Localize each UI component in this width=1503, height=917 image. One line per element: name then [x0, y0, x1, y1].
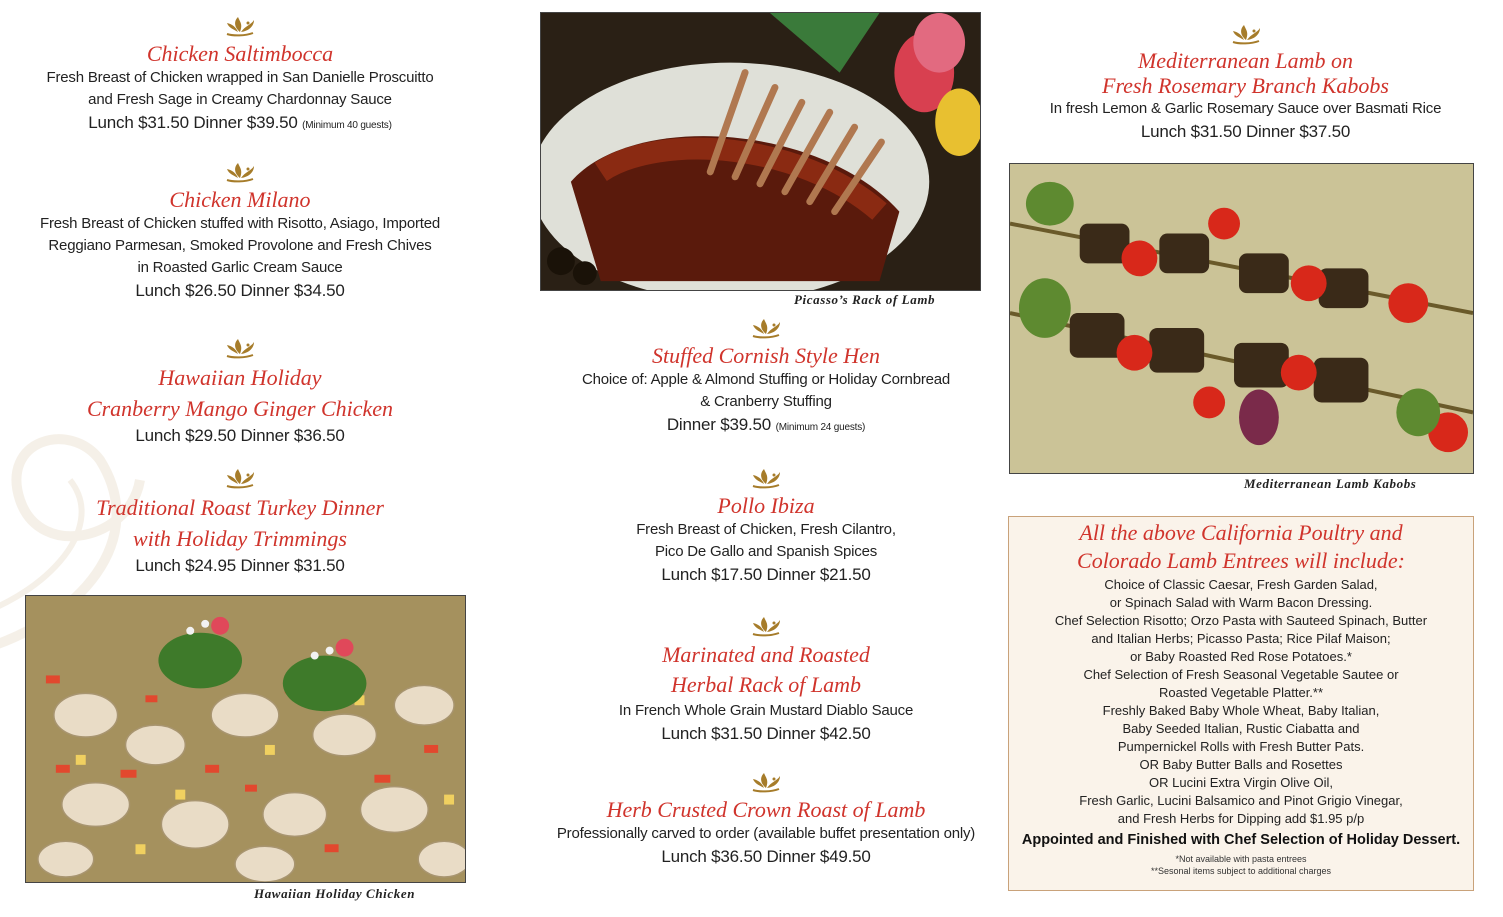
item-description: Fresh Breast of Chicken wrapped in San Danielle Proscuitto	[46, 69, 434, 86]
box-line: and Fresh Herbs for Dipping add $1.95 p/p	[1117, 811, 1365, 826]
menu-item-cornish-hen	[540, 316, 992, 440]
item-title: Hawaiian Holiday	[158, 365, 322, 390]
item-price: Lunch $29.50 Dinner $36.50	[135, 426, 345, 445]
item-title: Fresh Rosemary Branch Kabobs	[1102, 73, 1389, 98]
item-description: Professionally carved to order (available buffet presentation only)	[556, 825, 976, 842]
minimum-note: (Minimum 24 guests)	[775, 422, 866, 433]
box-title: All the above California Poultry and	[1079, 520, 1403, 545]
menu-item-chicken-milano	[20, 160, 460, 303]
item-title: Herb Crusted Crown Roast of Lamb	[606, 797, 926, 822]
box-line: and Italian Herbs; Picasso Pasta; Rice Pilaf Maison;	[1091, 631, 1391, 646]
item-price	[20, 111, 460, 138]
box-line: Fresh Garlic, Lucini Balsamico and Pinot Grigio Vinegar,	[1079, 793, 1403, 808]
fleuron-leaf-icon	[223, 160, 257, 186]
item-description: Fresh Breast of Chicken, Fresh Cilantro,	[636, 521, 896, 538]
fleuron-leaf-icon	[749, 316, 783, 342]
item-description: & Cranberry Stuffing	[700, 393, 832, 410]
item-title: Mediterranean Lamb on	[1137, 48, 1354, 73]
hawaiian-chicken-photo	[25, 595, 466, 883]
right-column	[1008, 0, 1483, 160]
fleuron-leaf-icon	[223, 466, 257, 492]
rack-of-lamb-caption: Picasso’s Rack of Lamb	[794, 292, 936, 307]
item-price: Lunch $31.50 Dinner $42.50	[661, 724, 871, 743]
minimum-note: (Minimum 40 guests)	[302, 120, 392, 131]
box-line: Pumpernickel Rolls with Fresh Butter Pats.	[1117, 739, 1365, 754]
box-line: Roasted Vegetable Platter.**	[1158, 685, 1324, 700]
box-title: Colorado Lamb Entrees will include:	[1077, 548, 1405, 573]
item-description: In fresh Lemon & Garlic Rosemary Sauce over Basmati Rice	[1049, 100, 1442, 117]
item-title: Pollo Ibiza	[717, 493, 815, 518]
fleuron-leaf-icon	[749, 614, 783, 640]
fleuron-leaf-icon	[223, 14, 257, 40]
box-line: or Baby Roasted Red Rose Potatoes.*	[1130, 649, 1352, 664]
item-description: in Roasted Garlic Cream Sauce	[137, 259, 343, 276]
middle-column	[540, 0, 992, 917]
item-title: Chicken Milano	[169, 187, 311, 212]
entree-includes-box	[1008, 516, 1474, 891]
menu-item-pollo-ibiza	[540, 466, 992, 587]
box-line: Choice of Classic Caesar, Fresh Garden Salad,	[1104, 577, 1378, 592]
menu-item-herbal-rack-of-lamb	[540, 614, 992, 746]
menu-item-chicken-saltimbocca	[20, 14, 460, 138]
item-title: with Holiday Trimmings	[133, 526, 347, 551]
price-text: Lunch $31.50 Dinner $39.50	[88, 113, 298, 132]
box-footnote: *Not available with pasta entrees	[1175, 854, 1307, 864]
fleuron-leaf-icon	[1229, 22, 1263, 48]
box-line: OR Baby Butter Balls and Rosettes	[1139, 757, 1343, 772]
box-line: Chef Selection of Fresh Seasonal Vegetable Sautee or	[1083, 667, 1399, 682]
box-line: OR Lucini Extra Virgin Olive Oil,	[1149, 775, 1333, 790]
lamb-kabobs-photo	[1009, 163, 1474, 474]
item-title: Marinated and Roasted	[662, 642, 870, 667]
menu-item-roast-turkey	[20, 466, 460, 578]
item-title: Cranberry Mango Ginger Chicken	[86, 396, 394, 421]
price-text: Dinner $39.50	[666, 415, 772, 434]
item-title: Chicken Saltimbocca	[146, 41, 334, 66]
box-dessert-line: Appointed and Finished with Chef Selection of Holiday Dessert.	[1021, 832, 1461, 848]
box-footnote: **Sesonal items subject to additional charges	[1150, 866, 1332, 876]
item-title: Herbal Rack of Lamb	[670, 672, 862, 697]
fleuron-leaf-icon	[749, 770, 783, 796]
menu-item-mediterranean-lamb	[1008, 22, 1483, 144]
item-title: Traditional Roast Turkey Dinner	[96, 495, 384, 520]
box-line: Chef Selection Risotto; Orzo Pasta with Sauteed Spinach, Butter	[1054, 613, 1428, 628]
item-price	[540, 413, 992, 440]
fleuron-leaf-icon	[749, 466, 783, 492]
item-price: Lunch $26.50 Dinner $34.50	[135, 281, 345, 300]
fleuron-leaf-icon	[223, 336, 257, 362]
item-description: and Fresh Sage in Creamy Chardonnay Sauce	[88, 91, 392, 108]
box-line: Freshly Baked Baby Whole Wheat, Baby Italian,	[1102, 703, 1380, 718]
hawaiian-chicken-caption: Hawaiian Holiday Chicken	[254, 886, 416, 901]
item-title: Stuffed Cornish Style Hen	[652, 343, 880, 368]
item-price: Lunch $36.50 Dinner $49.50	[661, 847, 871, 866]
lamb-kabobs-caption: Mediterranean Lamb Kabobs	[1244, 476, 1417, 491]
menu-item-crown-roast-of-lamb	[540, 770, 992, 869]
box-line: Baby Seeded Italian, Rustic Ciabatta and	[1122, 721, 1360, 736]
item-price: Lunch $17.50 Dinner $21.50	[661, 565, 871, 584]
item-description: Reggiano Parmesan, Smoked Provolone and Fresh Chives	[48, 237, 432, 254]
menu-item-hawaiian-holiday	[20, 336, 460, 448]
item-description: Pico De Gallo and Spanish Spices	[654, 543, 878, 560]
item-price: Lunch $24.95 Dinner $31.50	[135, 556, 345, 575]
box-line: or Spinach Salad with Warm Bacon Dressing.	[1109, 595, 1373, 610]
item-price: Lunch $31.50 Dinner $37.50	[1140, 122, 1351, 141]
item-description: Choice of: Apple & Almond Stuffing or Holiday Cornbread	[581, 371, 951, 388]
item-description: Fresh Breast of Chicken stuffed with Risotto, Asiago, Imported	[39, 215, 441, 232]
item-description: In French Whole Grain Mustard Diablo Sauce	[618, 702, 914, 719]
